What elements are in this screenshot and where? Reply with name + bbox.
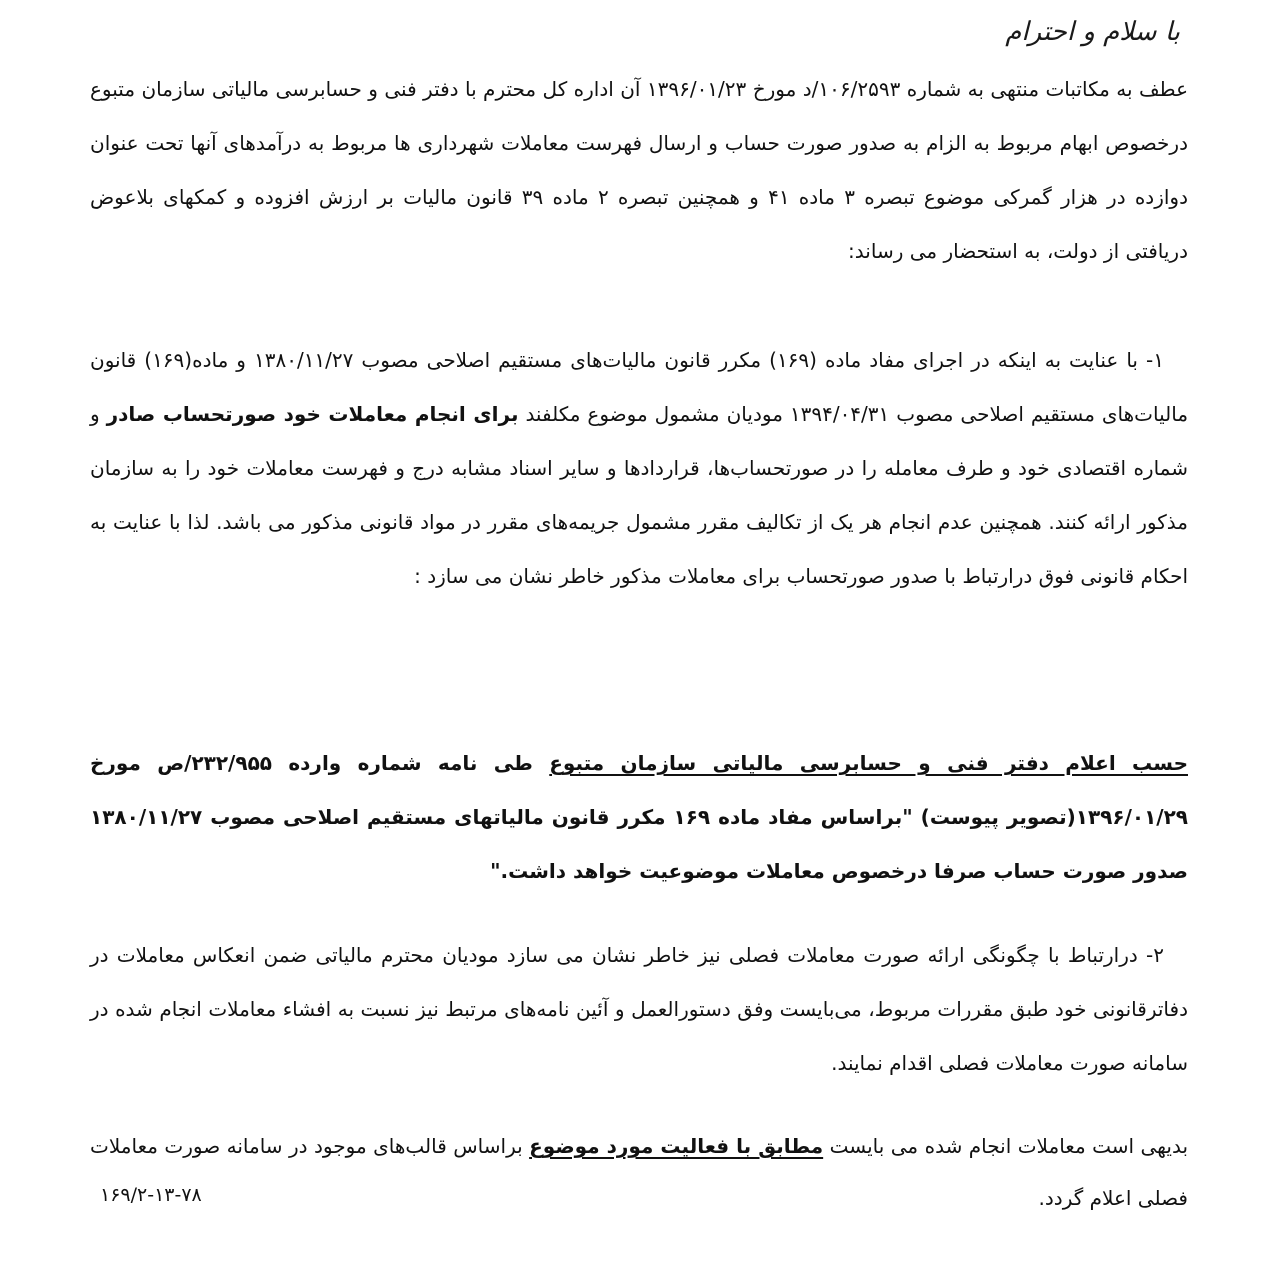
intro-text: عطف به مکاتبات منتهی به شماره ۱۰۶/۲۵۹۳/د مورخ ۱۳۹۶/۰۱/۲۳ آن اداره کل محترم با دفتر فنی و حسابرسی مالیاتی سازمان متبوع درخصوص ابهام مربوط به الزام به صدور صورت حساب و ارسال فهرست معاملات شهرداری ها مربوط به درآمدهای آنها تحت عنوان دوازده در هزار گمرکی موضوع تبصره ۳ ماده ۴۱ و همچنین تبصره ۲ ماده ۳۹ قانون مالیات بر ارزش افزوده و کمکهای بلاعوض دریافتی از دولت، به استحضار می رساند: xyxy=(90,77,1188,263)
intro-paragraph xyxy=(90,62,1188,278)
item-1-part2: و شماره اقتصادی خود و طرف معامله را در صورتحساب‌ها، قراردادها و سایر اسناد مشابه درج و فهرست معاملات خود را به سازمان مذکور ارائه کنند. همچنین عدم انجام هر یک از تکالیف مقرر مشمول جریمه‌های مقرر در مواد قانونی مذکور می باشد. لذا با عنایت به احکام قانونی فوق درارتباط با صدور صورتحساب برای معاملات مذکور خاطر نشان می سازد : xyxy=(90,402,1188,588)
notice-paragraph xyxy=(90,736,1188,898)
item-1-bold-phrase: برای انجام معاملات خود صورتحساب صادر xyxy=(106,402,519,426)
item-2-paragraph xyxy=(90,928,1188,1090)
handwritten-salutation: با سلام و احترام xyxy=(1005,17,1180,47)
item-1-paragraph xyxy=(90,333,1188,603)
closing-underlined-phrase: مطابق با فعالیت مورد موضوع xyxy=(529,1134,824,1158)
notice-text xyxy=(90,736,1188,898)
closing-text xyxy=(90,1120,1188,1224)
notice-rest: طی نامه شماره وارده ۲۳۲/۹۵۵/ص مورخ ۱۳۹۶/۰۱/۲۹(تصویر پیوست) "براساس مفاد ماده ۱۶۹ مکرر قانون مالیاتهای مستقیم اصلاحی مصوب ۱۳۸۰/۱۱/۲۷ صدور صورت حساب صرفا درخصوص معاملات موضوعیت خواهد داشت." xyxy=(90,751,1188,883)
item-1-part1: ۱- با عنایت به اینکه در اجرای مفاد ماده (۱۶۹) مکرر قانون مالیات‌های مستقیم اصلاحی مصوب ۱۳۸۰/۱۱/۲۷ و ماده(۱۶۹) قانون مالیات‌های مستقیم اصلاحی مصوب ۱۳۹۴/۰۴/۳۱ مودیان مشمول موضوع مکلفند xyxy=(90,348,1189,426)
closing-paragraph xyxy=(90,1120,1188,1224)
item-1-text xyxy=(90,333,1188,603)
notice-underlined-phrase: حسب اعلام دفتر فنی و حسابرسی مالیاتی سازمان متبوع xyxy=(549,751,1188,775)
closing-part2: براساس قالب‌های موجود در سامانه صورت معاملات فصلی اعلام گردد. xyxy=(90,1134,1188,1210)
closing-part1: بدیهی است معاملات انجام شده می بایست xyxy=(829,1134,1189,1158)
reference-number: ۱۶۹/۲-۱۳-۷۸ xyxy=(100,1184,202,1206)
item-2-text: ۲- درارتباط با چگونگی ارائه صورت معاملات فصلی نیز خاطر نشان می سازد مودیان محترم مالیاتی ضمن انعکاس معاملات در دفاترقانونی خود طبق مقررات مربوط، می‌بایست وفق دستورالعمل و آئین نامه‌های مرتبط نیز نسبت به افشاء معاملات انجام شده در سامانه صورت معاملات فصلی اقدام نمایند. xyxy=(90,943,1188,1075)
